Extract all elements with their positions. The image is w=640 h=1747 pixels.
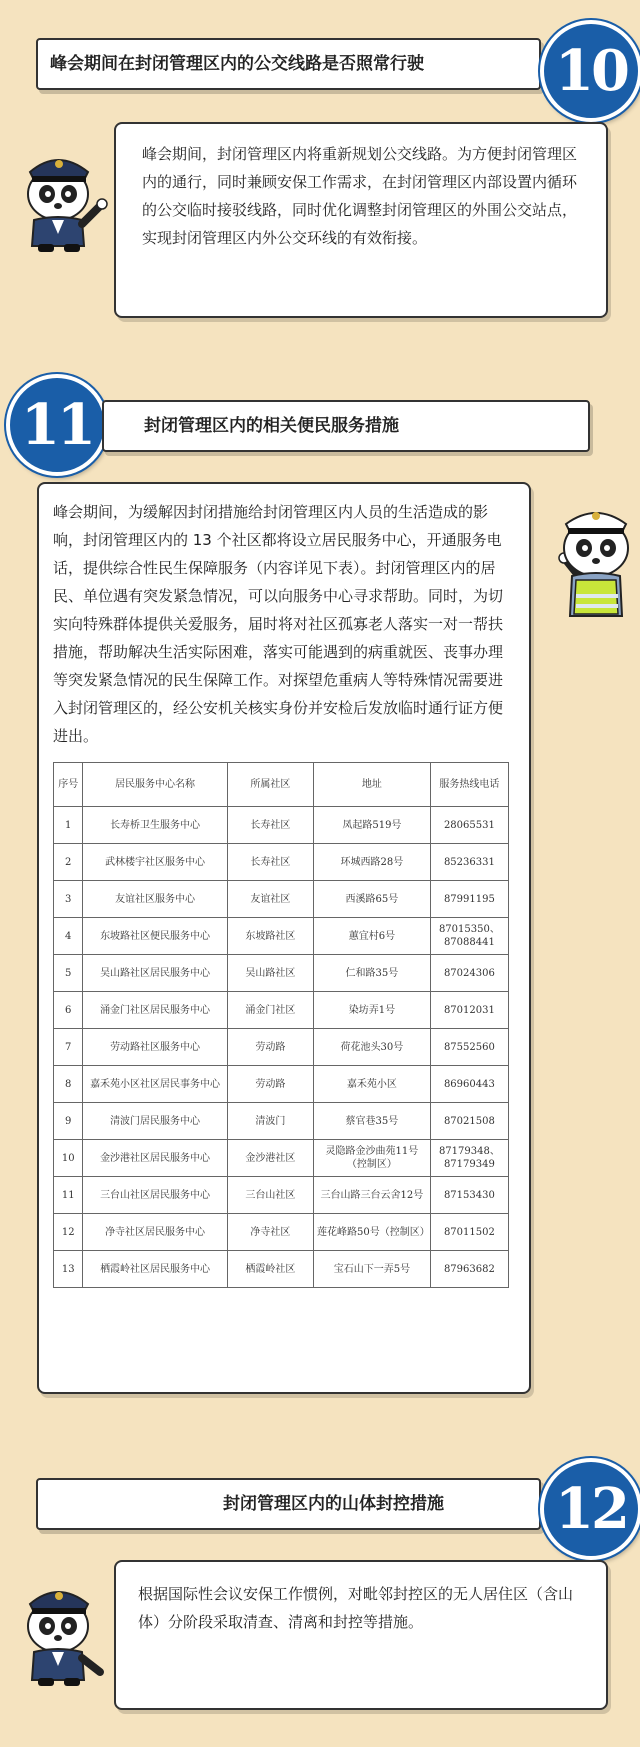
row-hotline: 87179348、87179349 (430, 1140, 508, 1177)
row-hotline: 87012031 (430, 992, 508, 1029)
section11-title-banner (102, 400, 590, 452)
row-index: 8 (54, 1066, 83, 1103)
table-row (54, 1140, 509, 1177)
row-hotline: 87011502 (430, 1214, 508, 1251)
section10-body-box (114, 122, 608, 318)
row-address: 宝石山下一弄5号 (314, 1251, 431, 1288)
table-row (54, 1029, 509, 1066)
table-header-row (54, 763, 509, 807)
table-row (54, 1251, 509, 1288)
row-community: 栖霞岭社区 (227, 1251, 313, 1288)
row-community: 涌金门社区 (227, 992, 313, 1029)
section10-number-badge: 10 (540, 20, 640, 122)
table-row (54, 955, 509, 992)
row-hotline: 87552560 (430, 1029, 508, 1066)
row-hotline: 87021508 (430, 1103, 508, 1140)
row-center-name: 东坡路社区便民服务中心 (83, 918, 227, 955)
table-row (54, 844, 509, 881)
header-cell-community: 所属社区 (227, 763, 313, 807)
section12-body-box (114, 1560, 608, 1710)
row-address: 荷花池头30号 (314, 1029, 431, 1066)
row-community: 长寿社区 (227, 844, 313, 881)
row-index: 1 (54, 807, 83, 844)
row-center-name: 涌金门社区居民服务中心 (83, 992, 227, 1029)
row-hotline: 86960443 (430, 1066, 508, 1103)
row-index: 10 (54, 1140, 83, 1177)
table-row (54, 992, 509, 1029)
section12-title: 封闭管理区内的山体封控措施 (223, 1493, 444, 1514)
row-address: 环城西路28号 (314, 844, 431, 881)
header-cell-index: 序号 (54, 763, 83, 807)
section11-number-badge: 11 (6, 374, 108, 476)
row-index: 13 (54, 1251, 83, 1288)
table-row (54, 918, 509, 955)
section11-title: 封闭管理区内的相关便民服务措施 (144, 415, 399, 436)
row-hotline: 87991195 (430, 881, 508, 918)
row-hotline: 85236331 (430, 844, 508, 881)
row-index: 5 (54, 955, 83, 992)
row-center-name: 栖霞岭社区居民服务中心 (83, 1251, 227, 1288)
row-hotline: 87963682 (430, 1251, 508, 1288)
table-row (54, 807, 509, 844)
header-cell-address: 地址 (314, 763, 431, 807)
row-address: 嘉禾苑小区 (314, 1066, 431, 1103)
row-index: 6 (54, 992, 83, 1029)
row-address: 三台山路三台云舍12号 (314, 1177, 431, 1214)
row-hotline: 87015350、87088441 (430, 918, 508, 955)
section10-title-banner (36, 38, 541, 90)
row-address: 蕙宜村6号 (314, 918, 431, 955)
table-row (54, 1066, 509, 1103)
row-center-name: 净寺社区居民服务中心 (83, 1214, 227, 1251)
table-row (54, 881, 509, 918)
row-community: 金沙港社区 (227, 1140, 313, 1177)
table-row (54, 1177, 509, 1214)
section11-body: 峰会期间，为缓解因封闭措施给封闭管理区内人员的生活造成的影响，封闭管理区内的 13 个社区都将设立居民服务中心，开通服务电话，提供综合性民生保障服务（内容详见下表）。封闭管理区内的居民、单位遇有突发紧急情况，可以向服务中心寻求帮助。同时，为切实向特殊群体提供关爱服务，届时将对社区孤寡老人落实一对一帮扶措施，帮助解决生活实际困难，落实可能遇到的病重就医、丧事办理等突发紧急情况的民生保障工作。对探望危重病人等特殊情况需要进入封闭管理区的，经公安机关核实身份并安检后发放临时通行证方便进出。 (53, 503, 504, 745)
section11-body-box (37, 482, 531, 1394)
row-index: 12 (54, 1214, 83, 1251)
row-index: 3 (54, 881, 83, 918)
header-cell-hotline: 服务热线电话 (430, 763, 508, 807)
row-community: 吴山路社区 (227, 955, 313, 992)
row-community: 净寺社区 (227, 1214, 313, 1251)
table-row (54, 1103, 509, 1140)
row-address: 灵隐路金沙曲苑11号（控制区） (314, 1140, 431, 1177)
row-hotline: 28065531 (430, 807, 508, 844)
row-hotline: 87024306 (430, 955, 508, 992)
panda-police-mascot-icon (10, 134, 110, 254)
section12-body: 根据国际性会议安保工作惯例，对毗邻封控区的无人居住区（含山体）分阶段采取清查、清离和封控等措施。 (138, 1585, 574, 1631)
row-index: 7 (54, 1029, 83, 1066)
row-community: 友谊社区 (227, 881, 313, 918)
row-center-name: 友谊社区服务中心 (83, 881, 227, 918)
row-community: 长寿社区 (227, 807, 313, 844)
row-index: 2 (54, 844, 83, 881)
row-index: 9 (54, 1103, 83, 1140)
row-index: 4 (54, 918, 83, 955)
row-address: 凤起路519号 (314, 807, 431, 844)
row-hotline: 87153430 (430, 1177, 508, 1214)
row-index: 11 (54, 1177, 83, 1214)
row-community: 劳动路 (227, 1029, 313, 1066)
row-address: 蔡官巷35号 (314, 1103, 431, 1140)
row-center-name: 清波门居民服务中心 (83, 1103, 227, 1140)
section12-number-badge: 12 (540, 1458, 640, 1560)
row-center-name: 三台山社区居民服务中心 (83, 1177, 227, 1214)
row-community: 三台山社区 (227, 1177, 313, 1214)
row-center-name: 吴山路社区居民服务中心 (83, 955, 227, 992)
row-address: 莲花峰路50号（控制区） (314, 1214, 431, 1251)
row-center-name: 嘉禾苑小区社区居民事务中心 (83, 1066, 227, 1103)
row-center-name: 金沙港社区居民服务中心 (83, 1140, 227, 1177)
row-address: 染坊弄1号 (314, 992, 431, 1029)
panda-police-mascot-icon (10, 1568, 110, 1692)
service-center-table (53, 762, 509, 1288)
row-address: 西溪路65号 (314, 881, 431, 918)
section12-title-banner (36, 1478, 541, 1530)
table-row (54, 1214, 509, 1251)
row-community: 东坡路社区 (227, 918, 313, 955)
panda-traffic-police-mascot-icon (530, 490, 640, 626)
row-community: 劳动路 (227, 1066, 313, 1103)
row-center-name: 长寿桥卫生服务中心 (83, 807, 227, 844)
header-cell-name: 居民服务中心名称 (83, 763, 227, 807)
section10-title: 峰会期间在封闭管理区内的公交线路是否照常行驶 (50, 53, 424, 74)
row-center-name: 劳动路社区服务中心 (83, 1029, 227, 1066)
row-address: 仁和路35号 (314, 955, 431, 992)
section10-body: 峰会期间，封闭管理区内将重新规划公交线路。为方便封闭管理区内的通行，同时兼顾安保工作需求，在封闭管理区内部设置内循环的公交临时接驳线路，同时优化调整封闭管理区的外围公交站点，实现封闭管理区内外公交环线的有效衔接。 (142, 145, 578, 247)
row-center-name: 武林楼宇社区服务中心 (83, 844, 227, 881)
row-community: 清波门 (227, 1103, 313, 1140)
